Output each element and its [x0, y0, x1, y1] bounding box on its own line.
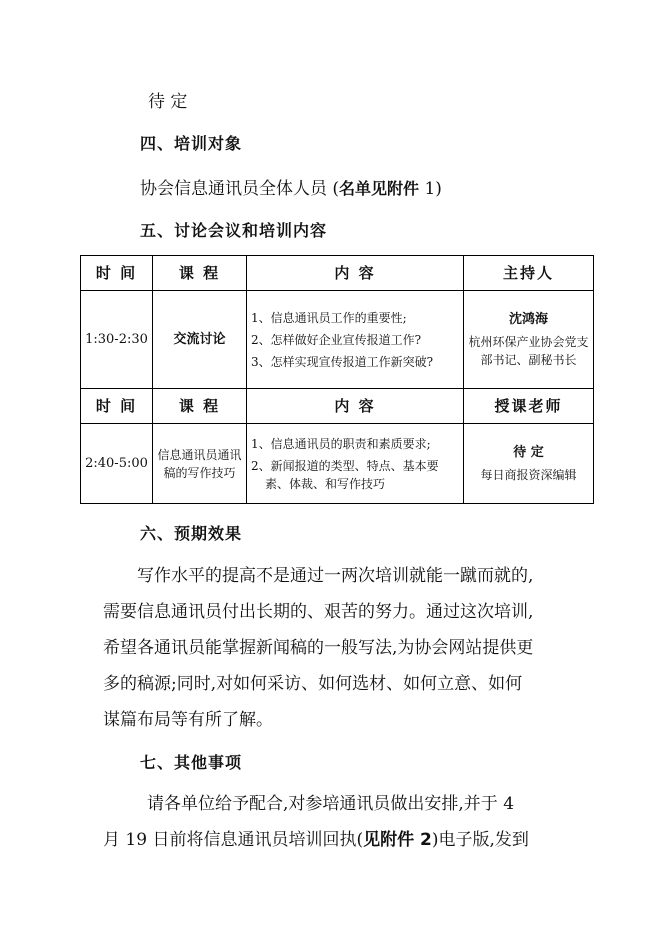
paragraph-line: [103, 822, 573, 858]
row2-host-name: 待 定: [513, 444, 544, 460]
section-7-paragraph: [103, 786, 573, 858]
row1-host-title: 杭州环保产业协会党支部书记、副秘书长: [468, 334, 589, 367]
header-course: 课 程: [153, 389, 247, 424]
section-6-paragraph: [103, 558, 573, 738]
row1-item: 3、怎样实现宣传报道工作新突破?: [251, 354, 434, 369]
pending-text: 待 定: [148, 92, 188, 112]
paragraph-line: 请各单位给予配合,对参培通讯员做出安排,并于 4: [147, 794, 515, 814]
table-row: [81, 424, 594, 504]
row1-item: 1、信息通讯员工作的重要性;: [251, 310, 407, 325]
table-header-row: [81, 389, 594, 424]
row1-course: 交流讨论: [153, 291, 247, 389]
row2-host-title: 每日商报资深编辑: [480, 467, 577, 482]
header-teacher: 授课老师: [464, 389, 594, 424]
section-4-heading: 四、培训对象: [140, 134, 243, 153]
header-content: 内 容: [247, 256, 464, 291]
row1-item: 2、怎样做好企业宣传报道工作?: [251, 332, 422, 347]
paragraph-line: 写作水平的提高不是通过一两次培训就能一蹴而就的,: [137, 566, 534, 586]
attachment-2-ref: 见附件 2: [363, 830, 432, 850]
section-4-body-text: 协会信息通讯员全体人员 (: [140, 179, 340, 199]
header-time: 时 间: [81, 256, 153, 291]
header-course: 课 程: [153, 256, 247, 291]
section-7-heading: 七、其他事项: [140, 753, 243, 772]
section-5-heading: 五、讨论会议和培训内容: [140, 221, 328, 240]
attachment-1-ref: 名单见附件: [339, 179, 420, 198]
paragraph-line: 多的稿源;同时,对如何采访、如何选材、如何立意、如何: [103, 674, 523, 694]
row2-item: 1、信息通讯员的职责和素质要求;: [251, 436, 431, 451]
row1-content: [247, 291, 464, 389]
paragraph-line: 希望各通讯员能掌握新闻稿的一般写法,为协会网站提供更: [103, 638, 534, 658]
row1-time: 1:30-2:30: [81, 291, 153, 389]
section-4-body-end: 1): [419, 179, 442, 199]
table-row: [81, 291, 594, 389]
header-content: 内 容: [247, 389, 464, 424]
paragraph-line: 谋篇布局等有所了解。: [103, 710, 273, 730]
row2-time: 2:40-5:00: [81, 424, 153, 504]
schedule-table: [80, 255, 594, 504]
line2-start: 月 19 日前将信息通讯员培训回执(: [103, 830, 364, 850]
header-time: 时 间: [81, 389, 153, 424]
section-6-heading: 六、预期效果: [140, 524, 243, 543]
row2-item: 2、新闻报道的类型、特点、基本要素、体裁、和写作技巧: [251, 458, 439, 491]
row2-content: [247, 424, 464, 504]
row2-course: 信息通讯员通讯稿的写作技巧: [153, 424, 247, 504]
row1-host-name: 沈鸿海: [508, 311, 548, 327]
paragraph-line: 需要信息通讯员付出长期的、艰苦的努力。通过这次培训,: [103, 602, 534, 622]
table-header-row: [81, 256, 594, 291]
section-4-body: [140, 174, 442, 199]
row1-host: [464, 291, 594, 389]
header-host: 主持人: [464, 256, 594, 291]
line2-end: )电子版,发到: [431, 830, 529, 850]
row2-host: [464, 424, 594, 504]
